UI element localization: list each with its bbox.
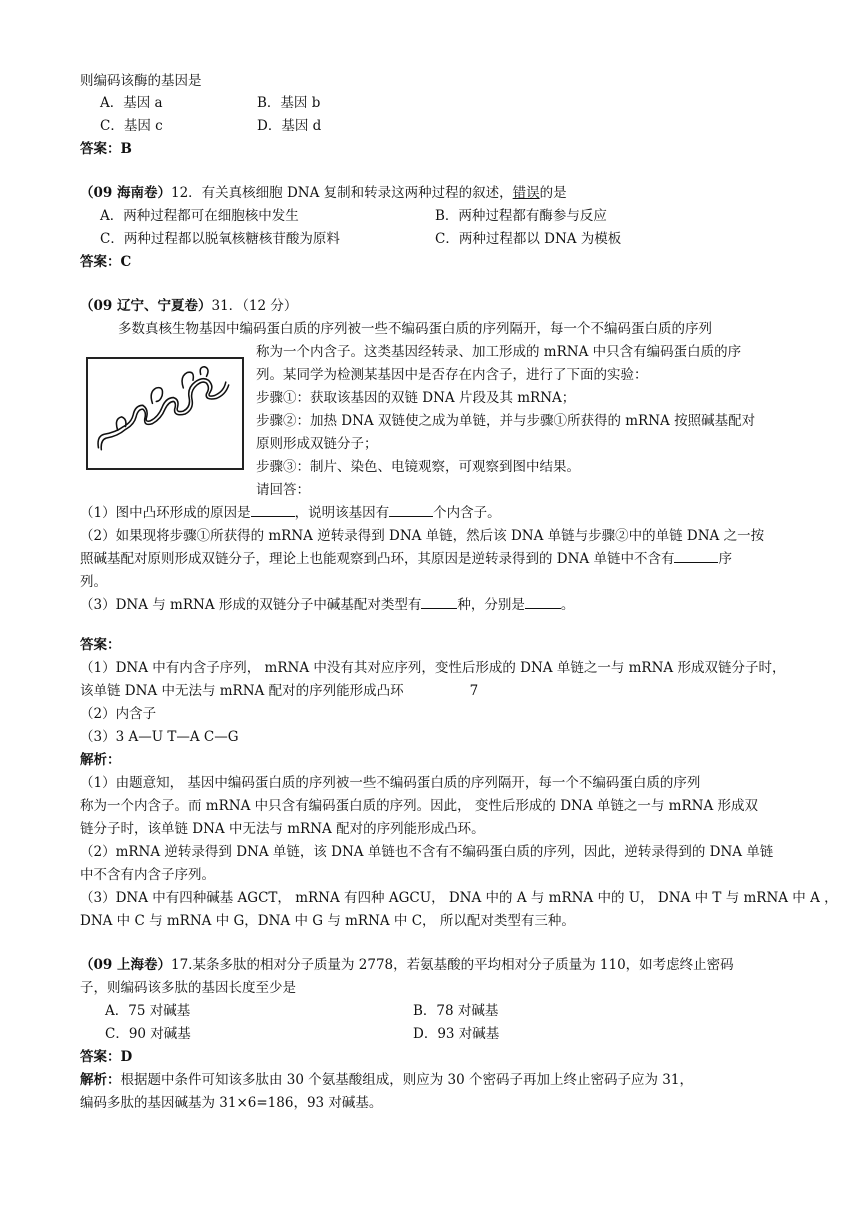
paragraph-line: 多数真核生物基因中编码蛋白质的序列被一些不编码蛋白质的序列隔开，每一个不编码蛋白质的序列 — [118, 321, 712, 337]
analysis-2-continued: 中不含有内含子序列。 — [80, 867, 215, 883]
analysis-line — [80, 1069, 780, 1091]
question-text: 17.某条多肽的相对分子质量为 2778，若氨基酸的平均相对分子质量为 110，如考虑终止密码 — [171, 957, 734, 973]
answer-blank[interactable] — [525, 594, 561, 609]
electron-micrograph-figure — [86, 357, 244, 470]
answer-1: （1）DNA 中有内含子序列， mRNA 中没有其对应序列，变性后形成的 DNA 单链之一与 mRNA 形成双链分子时， — [80, 660, 786, 676]
step-3: 步骤③：制片、染色、电镜观察，可观察到图中结果。 — [256, 459, 580, 475]
option-d: C．两种过程都以 DNA 为模板 — [435, 231, 622, 247]
step-2-continued: 原则形成双链分子； — [256, 436, 378, 452]
analysis-1: （1）由题意知， 基因中编码蛋白质的序列被一些不编码蛋白质的序列隔开，每一个不编码蛋白质的序列 — [80, 775, 701, 791]
answer-label: 答案： — [80, 254, 121, 270]
analysis-3-continued: DNA 中 C 与 mRNA 中 G，DNA 中 G 与 mRNA 中 C， 所以配对类型有三种。 — [80, 913, 575, 929]
sub-question-text: ，说明该基因有 — [294, 505, 390, 521]
sub-question-3 — [80, 594, 780, 616]
option-a: A．两种过程都可在细胞核中发生 — [100, 208, 299, 224]
answer-text: 该单链 DNA 中无法与 mRNA 配对的序列能形成凸环 — [80, 683, 404, 699]
answer-count: 7 — [469, 683, 479, 699]
option-c: C．基因 c — [100, 118, 163, 134]
question-text-end: 的是 — [539, 185, 567, 201]
option-b: B．基因 b — [257, 95, 321, 111]
option-d: D．基因 d — [257, 118, 322, 134]
answer-2: （2）内含子 — [80, 706, 157, 722]
question-17-stem-continued: 子，则编码该多肽的基因长度至少是 — [80, 980, 296, 996]
ask-label: 请回答： — [256, 482, 310, 498]
option-b: B．78 对碱基 — [413, 1003, 499, 1019]
analysis-line-continued: 编码多肽的基因碱基为 31×6=186，93 对碱基。 — [80, 1095, 383, 1111]
sub-question-text: 个内含子。 — [433, 505, 501, 521]
sub-question-2-continued — [80, 548, 780, 570]
answer-blank[interactable] — [251, 502, 295, 517]
paragraph-line: 称为一个内含子。这类基因经转录、加工形成的 mRNA 中只含有编码蛋白质的序 — [256, 344, 742, 360]
answer-line — [80, 138, 780, 160]
question-stem: 则编码该酶的基因是 — [80, 73, 202, 89]
question-12-stem — [80, 182, 780, 204]
answer-value: B — [120, 141, 132, 157]
analysis-2: （2）mRNA 逆转录得到 DNA 单链，该 DNA 单链也不含有不编码蛋白质的序列，因此，逆转录得到的 DNA 单链 — [80, 844, 774, 860]
analysis-label: 解析： — [80, 752, 121, 768]
answer-label: 答案： — [80, 141, 121, 157]
option-d: D．93 对碱基 — [413, 1026, 500, 1042]
answer-value: D — [120, 1049, 133, 1065]
option-a: A．基因 a — [100, 95, 163, 111]
sub-question-text: （3）DNA 与 mRNA 形成的双链分子中碱基配对类型有 — [80, 597, 422, 613]
analysis-1-continued: 称为一个内含子。而 mRNA 中只含有编码蛋白质的序列。因此， 变性后形成的 DNA 单链之一与 mRNA 形成双 — [80, 798, 758, 814]
question-source: （09 海南卷） — [80, 185, 171, 201]
sub-question-text: （1）图中凸环形成的原因是 — [80, 505, 251, 521]
option-c: C．两种过程都以脱氧核糖核苷酸为原料 — [100, 231, 340, 247]
question-source: （09 上海卷） — [80, 957, 171, 973]
analysis-label: 解析： — [80, 1072, 121, 1088]
sub-question-2: （2）如果现将步骤①所获得的 mRNA 逆转录得到 DNA 单链，然后该 DNA 单链与步骤②中的单链 DNA 之一按 — [80, 528, 765, 544]
step-1: 步骤①：获取该基因的双链 DNA 片段及其 mRNA； — [256, 390, 576, 406]
question-31-header — [80, 295, 780, 317]
sub-question-text: 序 — [718, 551, 732, 567]
paragraph-line: 列。某同学为检测某基因中是否存在内含子，进行了下面的实验： — [256, 367, 648, 383]
dna-mrna-loop-diagram — [88, 359, 242, 468]
answer-line — [80, 251, 780, 273]
answer-label: 答案： — [80, 637, 121, 653]
answer-blank[interactable] — [389, 502, 433, 517]
answer-3: （3）3 A—U T—A C—G — [80, 729, 239, 745]
question-text: 12．有关真核细胞 DNA 复制和转录这两种过程的叙述， — [171, 185, 513, 201]
sub-question-2-end: 列。 — [80, 574, 107, 590]
answer-1-continued — [80, 680, 780, 702]
answer-blank[interactable] — [421, 594, 457, 609]
analysis-text: 根据题中条件可知该多肽由 30 个氨基酸组成，则应为 30 个密码子再加上终止密码子应为 31， — [120, 1072, 693, 1088]
analysis-1-end: 链分子时，该单链 DNA 中无法与 mRNA 配对的序列能形成凸环。 — [80, 821, 485, 837]
answer-value: C — [120, 254, 132, 270]
question-17-stem — [80, 954, 780, 976]
analysis-3: （3）DNA 中有四种碱基 AGCT， mRNA 有四种 AGCU， DNA 中的 A 与 mRNA 中的 U， DNA 中 T 与 mRNA 中 A ， — [80, 890, 838, 906]
answer-label: 答案： — [80, 1049, 121, 1065]
option-a: A．75 对碱基 — [105, 1003, 191, 1019]
option-c: C．90 对碱基 — [105, 1026, 191, 1042]
sub-question-text: 。 — [560, 597, 575, 613]
answer-line — [80, 1046, 780, 1068]
underlined-keyword: 错误 — [512, 185, 540, 201]
answer-blank[interactable] — [674, 548, 718, 563]
sub-question-1 — [80, 502, 780, 524]
step-2: 步骤②：加热 DNA 双链使之成为单链，并与步骤①所获得的 mRNA 按照碱基配对 — [256, 413, 756, 429]
sub-question-text: 种，分别是 — [457, 597, 525, 613]
option-b: B．两种过程都有酶参与反应 — [435, 208, 607, 224]
sub-question-text: 照碱基配对原则形成双链分子，理论上也能观察到凸环，其原因是逆转录得到的 DNA 单链中不含有 — [80, 551, 675, 567]
question-number: 31．（12 分） — [211, 298, 298, 314]
question-source: （09 辽宁、宁夏卷） — [80, 298, 212, 314]
